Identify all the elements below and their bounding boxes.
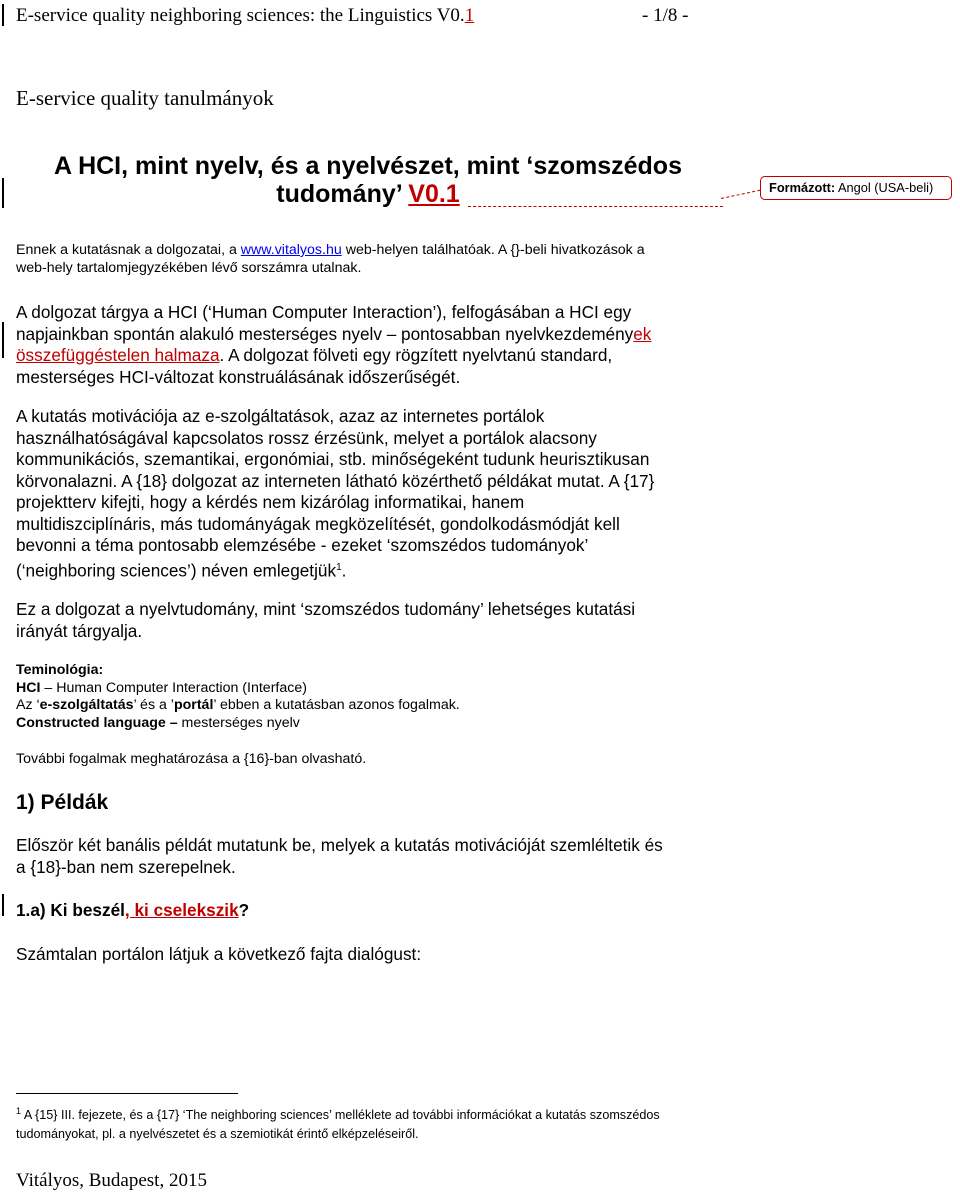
page-footer: Vitályos, Budapest, 2015 xyxy=(16,1170,207,1191)
comment-balloon[interactable] xyxy=(760,176,952,200)
intro-paragraph xyxy=(16,242,736,277)
paragraph-dialogue-intro: Számtalan portálon látjuk a következő fajta dialógust: xyxy=(16,944,422,964)
page-number: - 1/8 - xyxy=(642,5,689,26)
subsection-heading: 1.a) Ki beszél, ki cselekszik? xyxy=(16,900,250,920)
change-bar-para1 xyxy=(2,322,4,358)
text-line: bevonni a téma pontosabb elemzésébe - ezeket ‘szomszédos tudományok’ xyxy=(16,535,589,555)
page-header xyxy=(16,5,474,27)
tracked-change: 1 xyxy=(464,5,475,26)
page-title xyxy=(0,152,736,208)
text-line: (‘neighboring sciences’) néven emlegetjük$^1$. xyxy=(16,560,347,581)
text-line: összefüggéstelen halmaza. A dolgozat fölveti egy rögzített nyelvtanú standard, xyxy=(16,345,613,365)
terminology-heading: Teminológia: xyxy=(16,662,104,678)
text-line: napjainkban spontán alakuló mesterséges nyelv – pontosabban nyelvkezdemények xyxy=(16,323,652,344)
term-eservice-portal: Az ‘e-szolgáltatás’ és a ’portál’ ebben a kutatásban azonos fogalmak. xyxy=(16,697,460,713)
text-line: A kutatás motivációja az e-szolgáltatások, azaz az internetes portálok xyxy=(16,406,545,426)
tracked-change: V0.1 xyxy=(408,180,460,208)
term-constructed-language: Constructed language – mesterséges nyelv xyxy=(16,714,300,731)
comment-text: Angol (USA-beli) xyxy=(835,180,934,195)
text-line: irányát tárgyalja. xyxy=(16,620,143,641)
paragraph-examples xyxy=(16,835,736,878)
text-line: multidiszciplínáris, más tudományágak megközelítését, gondolkodásmódját kell xyxy=(16,513,620,534)
text-line: használhatóságával kapcsolatos rossz érzésünk, melyet a portálok alacsony xyxy=(16,427,597,448)
footnote-separator xyxy=(16,1093,238,1094)
document-title: E-service quality neighboring sciences: the Linguistics V0. xyxy=(16,5,465,26)
term-hci: HCI – Human Computer Interaction (Interface) xyxy=(16,679,307,696)
page-title-line1: A HCI, mint nyelv, és a nyelvészet, mint ‘szomszédos xyxy=(54,152,682,180)
tracked-change: , ki cselekszik xyxy=(124,900,239,920)
text-line: a {18}-ban nem szerepelnek. xyxy=(16,856,236,877)
text-line: projektterv kifejti, hogy a kérdés nem kizárólag informatikai, hanem xyxy=(16,492,525,512)
further-definitions: További fogalmak meghatározása a {16}-ban olvasható. xyxy=(16,751,367,767)
text-line: körvonalazni. A {18} dolgozat az interneten látható közérthető példákat mutat. A {17} xyxy=(16,470,655,491)
intro-line1: Ennek a kutatásnak a dolgozatai, a www.vitalyos.hu web-helyen találhatóak. A {}-beli hivatkozások a xyxy=(16,242,645,258)
section-heading: 1) Példák xyxy=(16,791,109,814)
site-link[interactable]: www.vitalyos.hu xyxy=(240,242,342,258)
paragraph-scope xyxy=(16,599,736,642)
series-title: E-service quality tanulmányok xyxy=(16,86,274,110)
comment-connector xyxy=(468,206,723,207)
footnote-line1: $^1$ A {15} III. fejezete, és a {17} ‘The neighboring sciences’ melléklete ad további információkat a kutatás szomszédos xyxy=(16,1106,660,1123)
change-bar-subsection xyxy=(2,894,4,916)
paragraph-subject xyxy=(16,302,736,388)
text-line: Ez a dolgozat a nyelvtudomány, mint ‘szomszédos tudomány’ lehetséges kutatási xyxy=(16,599,636,619)
comment-label: Formázott: xyxy=(769,180,836,195)
text-line: A dolgozat tárgya a HCI (‘Human Computer Interaction’), felfogásában a HCI egy xyxy=(16,302,632,322)
paragraph-motivation xyxy=(16,406,736,582)
text-line: Először két banális példát mutatunk be, melyek a kutatás motivációját szemléltetik és xyxy=(16,835,663,855)
intro-line2: web-hely tartalomjegyzékében lévő sorszámra utalnak. xyxy=(16,259,362,276)
change-bar-header xyxy=(2,4,4,26)
footnote xyxy=(16,1102,736,1144)
footnote-reference[interactable]: 1 xyxy=(336,561,342,573)
tracked-change: ek xyxy=(633,323,652,344)
footnote-line2: tudományokat, pl. a nyelvészetet és a szemiotikát érintő elképzeléseiről. xyxy=(16,1127,419,1142)
tracked-change: összefüggéstelen halmaza xyxy=(16,345,220,365)
text-line: mesterséges HCI-változat konstruálásának időszerűségét. xyxy=(16,366,461,387)
text-line: kommunikációs, szemantikai, ergonómiai, stb. minőségeként tudunk heurisztikusan xyxy=(16,449,650,469)
page-title-line2: tudomány’ V0.1 xyxy=(276,180,460,208)
terminology-block xyxy=(16,662,736,732)
